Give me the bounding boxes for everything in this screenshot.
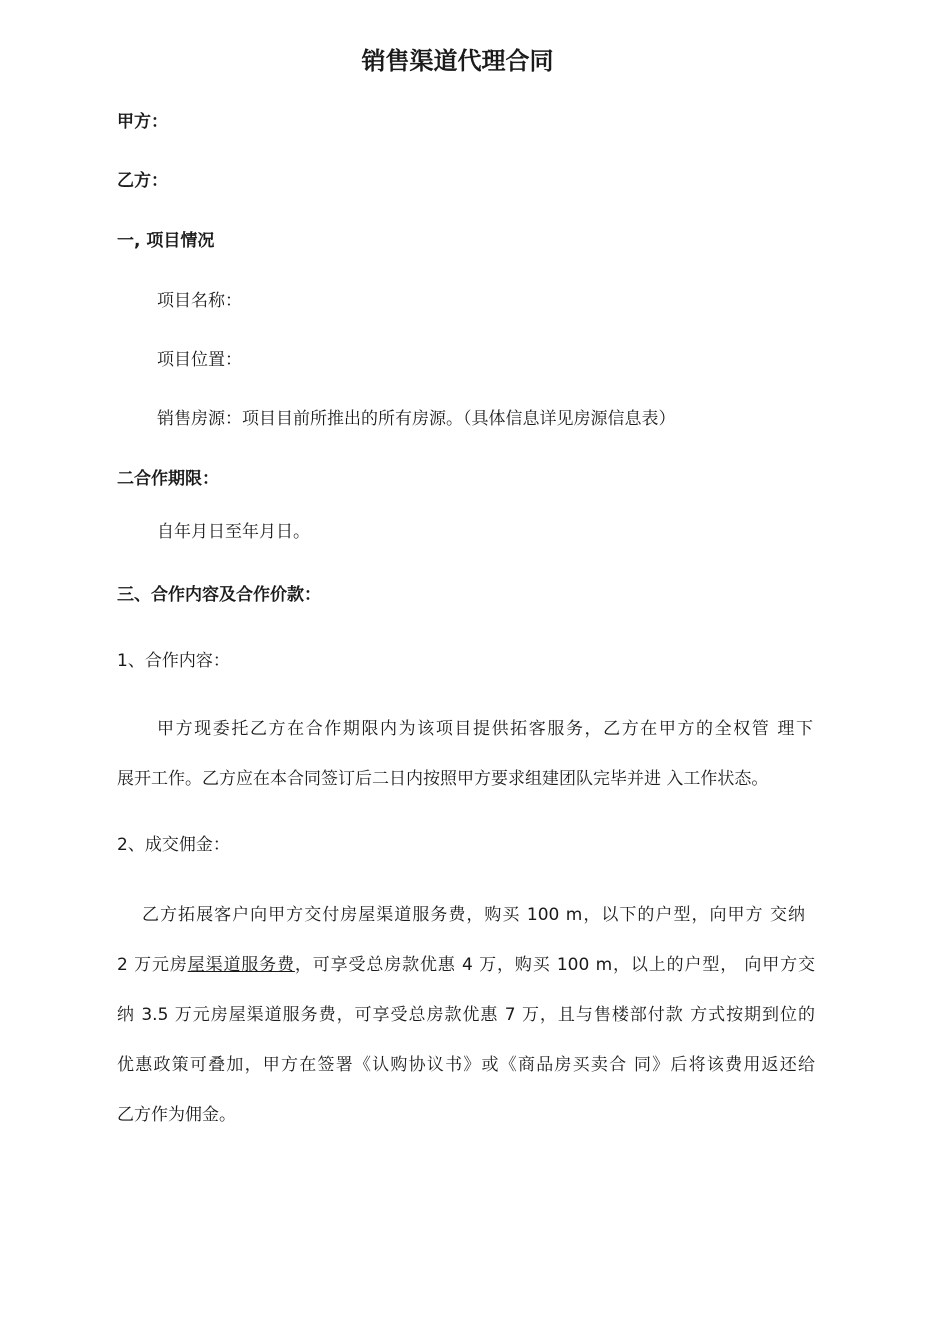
item-2-paragraph-line-1: 乙方拓展客户向甲方交付房屋渠道服务费，购买 100 m，以下的户型，向甲方 交纳 (142, 905, 805, 925)
section-2-heading: 二合作期限： (117, 469, 219, 489)
underlined-service-fee: 屋渠道服务费 (187, 955, 295, 975)
project-name-field: 项目名称： (157, 291, 242, 311)
cooperation-period-text: 自年月日至年月日。 (157, 522, 310, 542)
line-2-part-a: 2 万元房 (117, 955, 188, 975)
section-1-heading: 一, 项目情况 (117, 231, 215, 251)
party-a-label: 甲方： (117, 112, 168, 132)
item-1-paragraph-line-2: 展开工作。乙方应在本合同签订后二日内按照甲方要求组建团队完毕并进 入工作状态。 (117, 769, 769, 789)
line-2-part-b: ，可享受总房款优惠 4 万，购买 100 m，以上的户型， 向甲方交 (294, 955, 815, 975)
item-2-label: 2、成交佣金： (117, 835, 230, 855)
item-1-paragraph-line-1: 甲方现委托乙方在合作期限内为该项目提供拓客服务，乙方在甲方的全权管 理下 (157, 719, 813, 739)
project-location-field: 项目位置： (157, 350, 242, 370)
item-2-paragraph-line-4: 优惠政策可叠加，甲方在签署《认购协议书》或《商品房买卖合 同》后将该费用返还给 (117, 1055, 815, 1075)
item-2-paragraph-line-2 (117, 954, 815, 976)
section-3-heading: 三、合作内容及合作价款： (117, 585, 321, 605)
item-2-paragraph-line-5: 乙方作为佣金。 (117, 1105, 236, 1125)
item-1-label: 1、合作内容： (117, 651, 230, 671)
document-title: 销售渠道代理合同 (361, 47, 554, 75)
item-2-paragraph-line-3: 纳 3.5 万元房屋渠道服务费，可享受总房款优惠 7 万，且与售楼部付款 方式按期到位的 (117, 1005, 815, 1025)
party-b-label: 乙方： (117, 171, 168, 191)
sales-housing-text: 销售房源：项目目前所推出的所有房源。（具体信息详见房源信息表） (157, 409, 676, 429)
